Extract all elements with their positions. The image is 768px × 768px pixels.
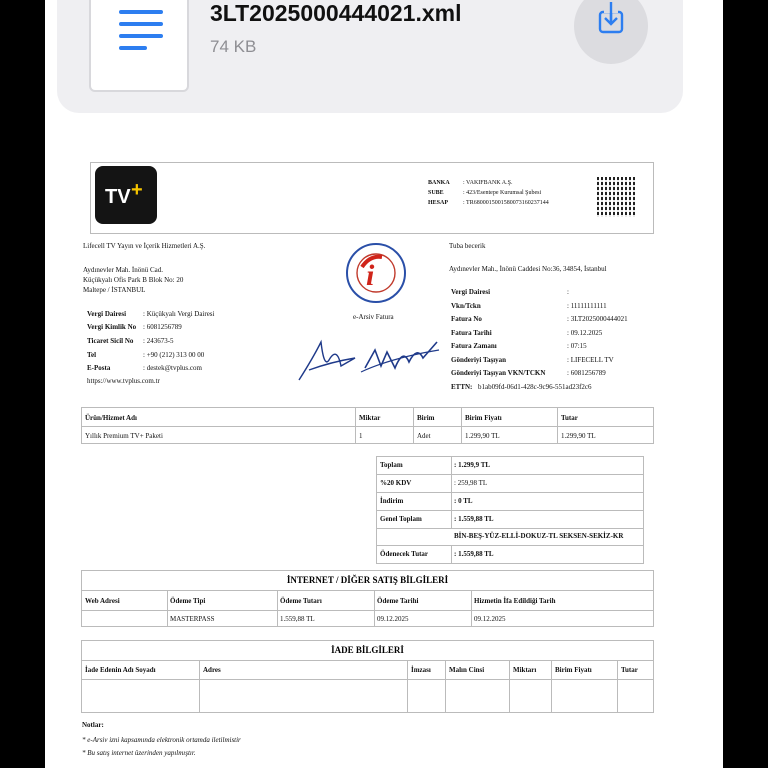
- seller-label: E-Posta: [87, 364, 111, 372]
- internet-sales-header: Web Adresi: [85, 597, 120, 605]
- bank-value: : VAKIFBANK A.Ş.: [463, 180, 513, 186]
- buyer-value: :: [567, 288, 569, 296]
- amount-in-words: BİN-BEŞ-YÜZ-ELLİ-DOKUZ-TL SEKSEN-SEKİZ-KR: [454, 532, 624, 540]
- buyer-label: Fatura Tarihi: [451, 329, 492, 337]
- account-label: HESAP: [428, 200, 449, 206]
- seller-value: : 243673-5: [143, 337, 174, 345]
- seller-value: : Küçükyalı Vergi Dairesi: [143, 310, 215, 318]
- return-info-header: Malın Cinsi: [449, 666, 485, 674]
- tvplus-logo: [95, 166, 157, 224]
- seller-label: Tel: [87, 351, 97, 359]
- buyer-value: : 09.12.2025: [567, 329, 603, 337]
- total-value: : 259,98 TL: [454, 479, 488, 487]
- total-value: : 0 TL: [454, 497, 473, 505]
- items-header-cell: Ürün/Hizmet Adı: [85, 414, 137, 422]
- buyer-address: Aydınevler Mah., İnönü Caddesi No:36, 34854, İstanbul: [449, 265, 607, 273]
- download-icon: [574, 0, 648, 64]
- items-cell: Yıllık Premium TV+ Paketi: [85, 432, 163, 440]
- internet-sales-header: Hizmetin İfa Edildiği Tarih: [474, 597, 556, 605]
- items-header-cell: Miktar: [359, 414, 381, 422]
- notes-title: Notlar:: [82, 721, 104, 729]
- return-info-header: Miktarı: [513, 666, 537, 674]
- return-info-header: Birim Fiyatı: [555, 666, 592, 674]
- items-cell: Adet: [417, 432, 431, 440]
- bank-label: BANKA: [428, 180, 450, 186]
- seller-name: Lifecell TV Yayın ve İçerik Hizmetleri A.Ş.: [83, 242, 206, 250]
- internet-sales-cell: 09.12.2025: [377, 615, 409, 623]
- total-label: Genel Toplam: [380, 515, 422, 523]
- internet-sales-title: İNTERNET / DİĞER SATIŞ BİLGİLERİ: [286, 575, 449, 585]
- return-info-header: Adres: [203, 666, 221, 674]
- seller-address-line2: Küçükyalı Ofis Park B Blok No: 20: [83, 276, 184, 284]
- total-value: : 1.559,88 TL: [454, 515, 494, 523]
- payable-value: : 1.559,88 TL: [454, 550, 494, 558]
- earsiv-label: e-Arsiv Fatura: [353, 313, 394, 321]
- items-cell: 1: [359, 432, 363, 440]
- document-sheet: [45, 0, 723, 768]
- ettn-label: ETTN:: [451, 383, 473, 391]
- seller-website[interactable]: https://www.tvplus.com.tr: [87, 377, 160, 385]
- signature-image: [291, 328, 441, 390]
- svg-text:i: i: [366, 259, 375, 292]
- total-label: %20 KDV: [380, 479, 412, 487]
- branch-value: : 423/Esentepe Kurumsal Şubesi: [463, 190, 542, 196]
- internet-sales-header: Ödeme Tutarı: [280, 597, 322, 605]
- return-info-header: İade Edenin Adı Soyadı: [85, 666, 156, 674]
- file-attachment-card[interactable]: [57, 0, 683, 113]
- total-label: İndirim: [380, 497, 404, 505]
- file-name: 3LT2025000444021.xml: [210, 0, 462, 26]
- internet-sales-header: Ödeme Tipi: [170, 597, 206, 605]
- return-info-header: Tutar: [621, 666, 638, 674]
- items-header-cell: Birim Fiyatı: [465, 414, 502, 422]
- invoice-document: [81, 160, 691, 768]
- seller-value: : 6081256789: [143, 323, 182, 331]
- return-info-header: İmzası: [411, 666, 431, 674]
- invoice-header-box: [90, 162, 654, 234]
- buyer-label: Fatura No: [451, 315, 482, 323]
- buyer-value: : 3LT2025000444021: [567, 315, 628, 323]
- buyer-value: : 11111111111: [567, 302, 607, 310]
- buyer-label: Gönderiyi Taşıyan VKN/TCKN: [451, 369, 546, 377]
- items-cell: 1.299,90 TL: [465, 432, 500, 440]
- document-file-icon: [89, 0, 189, 92]
- qr-code: [597, 177, 635, 217]
- items-header-cell: Birim: [417, 414, 435, 422]
- seller-address-line1: Aydınevler Mah. İnönü Cad.: [83, 266, 164, 274]
- download-button[interactable]: [574, 0, 648, 64]
- buyer-value: : LIFECELL TV: [567, 356, 614, 364]
- total-value: : 1.299,9 TL: [454, 461, 491, 469]
- internet-sales-cell: 1.559,88 TL: [280, 615, 315, 623]
- note-line: * Bu satış internet üzerinden yapılmıştır.: [82, 749, 196, 757]
- items-cell: 1.299,90 TL: [561, 432, 596, 440]
- internet-sales-cell: MASTERPASS: [170, 615, 215, 623]
- svg-text:+: +: [131, 179, 143, 201]
- account-value: : TR6800015001580073160237144: [463, 200, 549, 206]
- svg-text:TV: TV: [105, 186, 131, 208]
- buyer-label: Vkn/Tckn: [451, 302, 481, 310]
- ministry-seal: [346, 243, 406, 303]
- payable-label: Ödenecek Tutar: [380, 550, 429, 558]
- internet-sales-header: Ödeme Tarihi: [377, 597, 419, 605]
- return-info-title: İADE BİLGİLERİ: [331, 645, 404, 655]
- seller-label: Vergi Kimlik No: [87, 323, 137, 331]
- seller-label: Ticaret Sicil No: [87, 337, 134, 345]
- seller-value: : destek@tvplus.com: [143, 364, 202, 372]
- total-label: Toplam: [380, 461, 403, 469]
- buyer-label: Gönderiyi Taşıyan: [451, 356, 507, 364]
- items-header-cell: Tutar: [561, 414, 578, 422]
- seller-value: : +90 (212) 313 00 00: [143, 351, 205, 359]
- seller-label: Vergi Dairesi: [87, 310, 127, 318]
- buyer-value: : 07:15: [567, 342, 587, 350]
- file-size: 74 KB: [210, 37, 257, 56]
- buyer-value: : 6081256789: [567, 369, 606, 377]
- internet-sales-cell: 09.12.2025: [474, 615, 506, 623]
- branch-label: SUBE: [428, 190, 444, 196]
- buyer-name: Tuba becerik: [449, 242, 486, 250]
- buyer-label: Vergi Dairesi: [451, 288, 491, 296]
- ettn-value: b1ab09fd-06d1-428c-9c96-551ad23f2c6: [478, 383, 592, 391]
- seller-address-line3: Maltepe / İSTANBUL: [83, 286, 146, 294]
- note-line: * e-Arsiv izni kapsamında elektronik ortamda iletilmistir: [82, 736, 241, 744]
- buyer-label: Fatura Zamanı: [451, 342, 497, 350]
